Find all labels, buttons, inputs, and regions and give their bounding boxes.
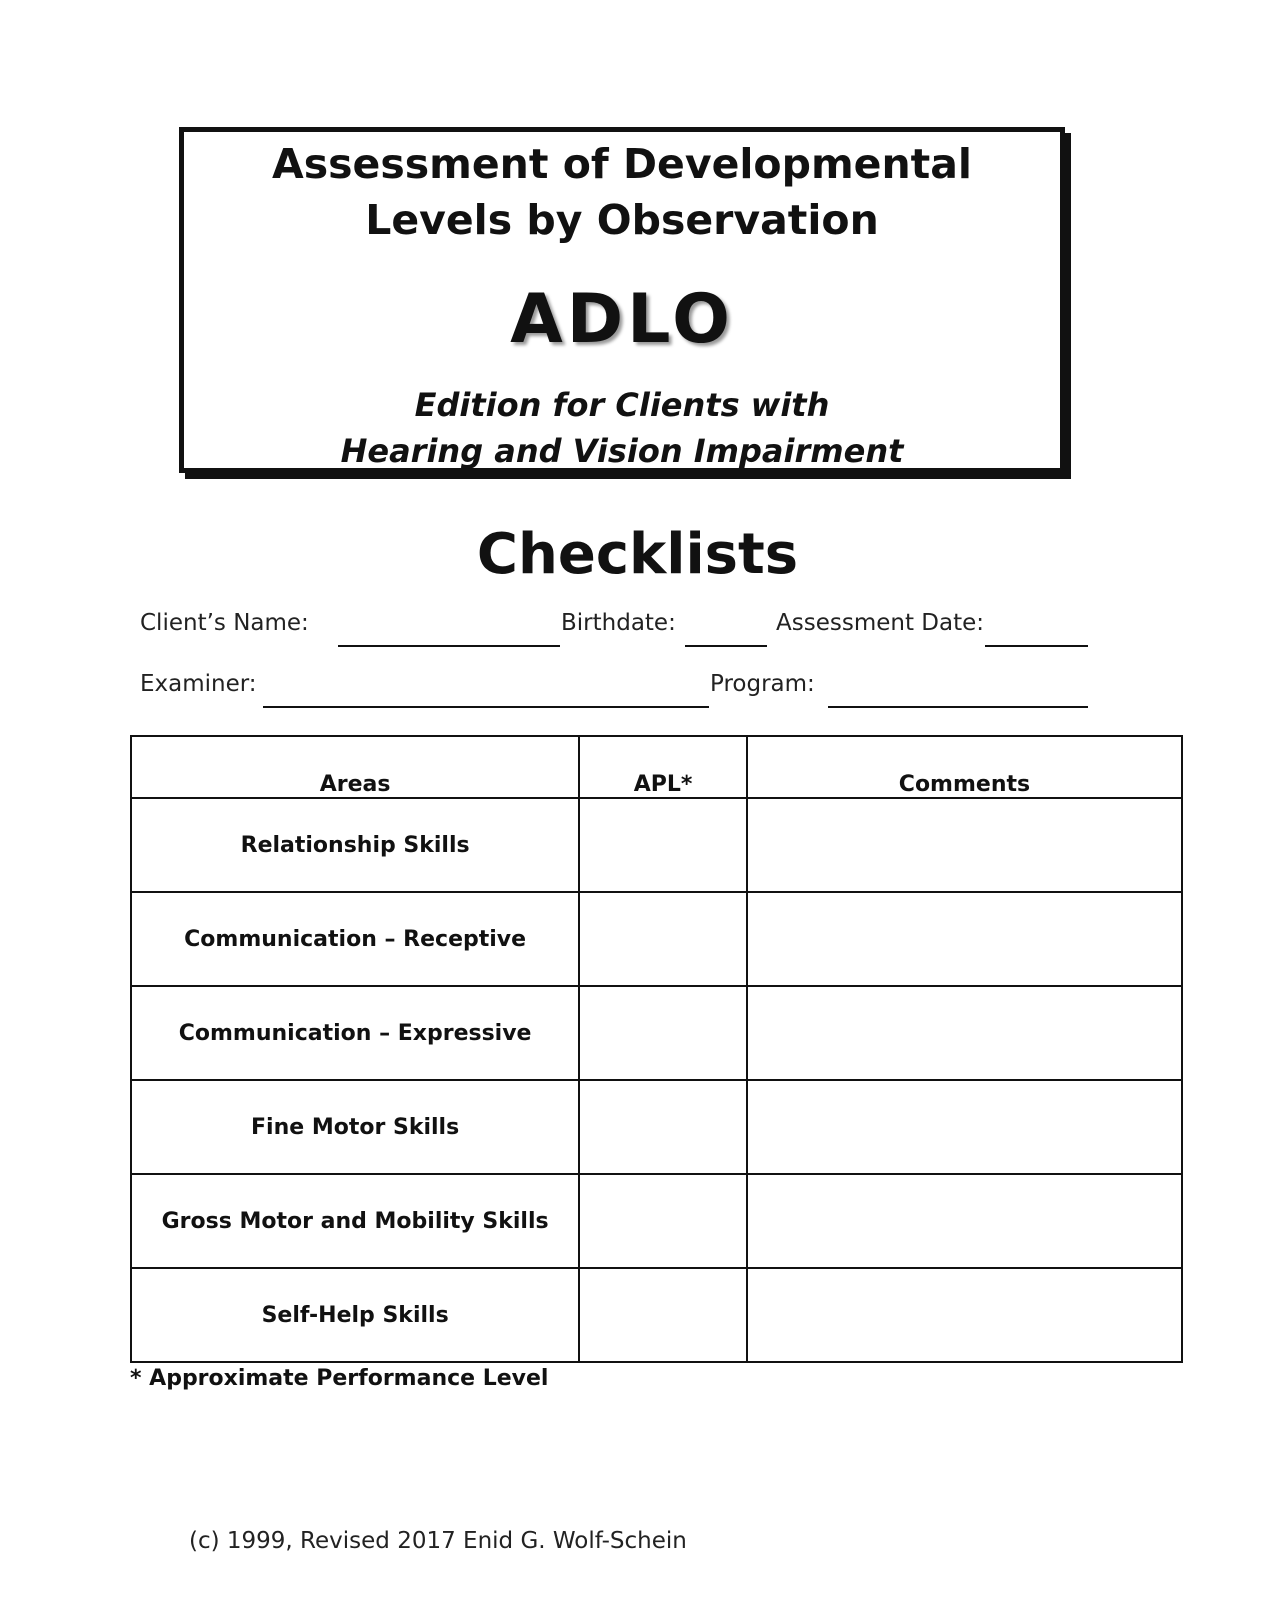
footnote: * Approximate Performance Level [130,1366,549,1391]
apl-cell[interactable] [579,986,747,1080]
page-title: Checklists [476,522,799,587]
program-label: Program: [710,671,815,697]
area-name: Communication – Receptive [131,892,579,986]
examiner-label: Examiner: [140,671,257,697]
apl-cell[interactable] [579,798,747,892]
area-name: Fine Motor Skills [131,1080,579,1174]
comments-cell[interactable] [747,1268,1182,1362]
comments-cell[interactable] [747,1080,1182,1174]
assessment-table [130,735,1183,1363]
areas-header: Areas [131,736,579,798]
client-name-label: Client’s Name: [140,610,309,636]
comments-cell[interactable] [747,986,1182,1080]
table-row [131,986,1182,1080]
table-row [131,1268,1182,1362]
assessment-date-label: Assessment Date: [776,610,984,636]
comments-cell[interactable] [747,892,1182,986]
examiner-field[interactable] [263,706,709,708]
table-row [131,1174,1182,1268]
area-name: Gross Motor and Mobility Skills [131,1174,579,1268]
area-name: Relationship Skills [131,798,579,892]
table-header-row [131,736,1182,798]
area-name: Communication – Expressive [131,986,579,1080]
edition-line-2: Hearing and Vision Impairment [340,432,904,470]
comments-cell[interactable] [747,1174,1182,1268]
comments-header: Comments [747,736,1182,798]
apl-cell[interactable] [579,892,747,986]
edition-line-1: Edition for Clients with [414,386,830,424]
comments-cell[interactable] [747,798,1182,892]
table-row [131,798,1182,892]
acronym-title: ADLO [510,280,734,359]
assessment-date-field[interactable] [985,645,1088,647]
client-name-field[interactable] [338,645,560,647]
title-box [179,127,1065,473]
birthdate-field[interactable] [685,645,767,647]
copyright: (c) 1999, Revised 2017 Enid G. Wolf-Schein [189,1528,687,1554]
apl-header: APL* [579,736,747,798]
apl-cell[interactable] [579,1174,747,1268]
table-row [131,1080,1182,1174]
program-field[interactable] [828,706,1088,708]
birthdate-label: Birthdate: [561,610,676,636]
area-name: Self-Help Skills [131,1268,579,1362]
apl-cell[interactable] [579,1268,747,1362]
title-line-2: Levels by Observation [365,196,879,244]
title-line-1: Assessment of Developmental [271,140,972,188]
apl-cell[interactable] [579,1080,747,1174]
table-row [131,892,1182,986]
